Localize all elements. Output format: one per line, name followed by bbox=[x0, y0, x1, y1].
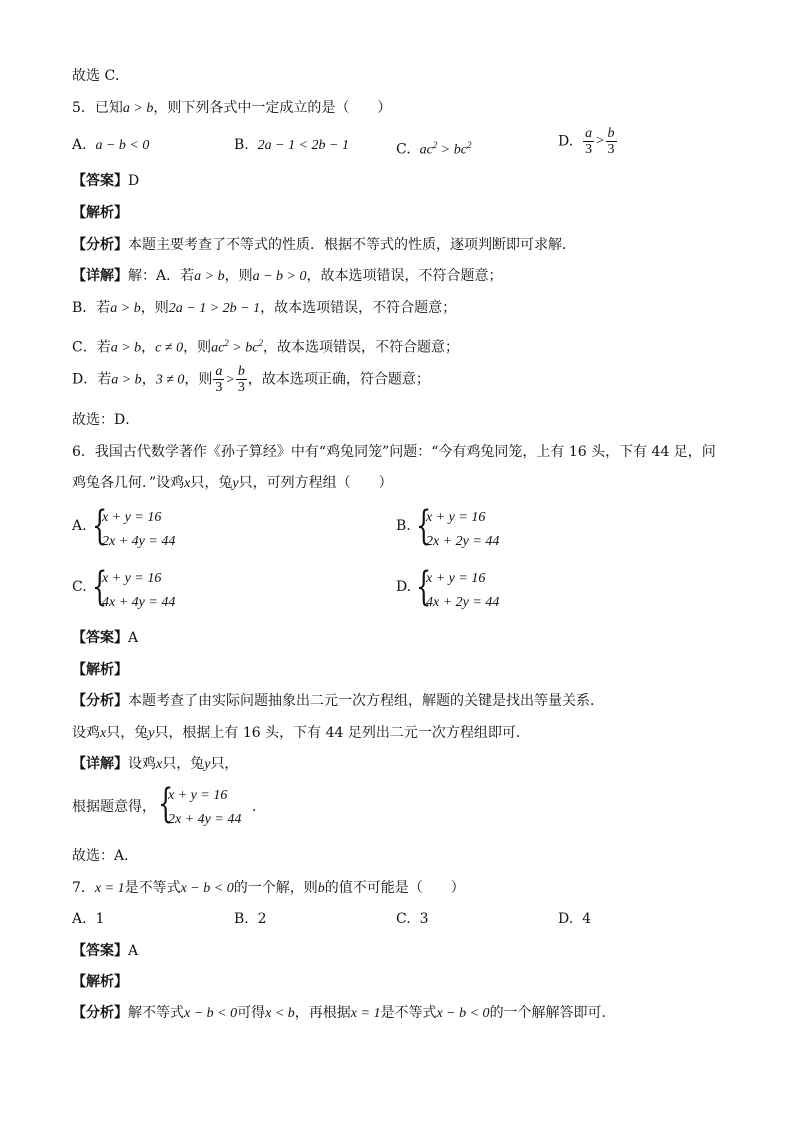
q7-fenxi bbox=[72, 1003, 616, 1024]
equation-system bbox=[102, 567, 175, 615]
math: x = 1 bbox=[350, 1006, 381, 1021]
text: 只，兔 bbox=[190, 475, 233, 491]
q5-xiangjie-4 bbox=[72, 364, 430, 396]
equation: x + y = 16 bbox=[168, 788, 228, 803]
q6-xiangjie-1 bbox=[72, 754, 238, 775]
xiangjie-tag: 【详解】 bbox=[72, 268, 128, 284]
q7-analysis-heading bbox=[72, 972, 128, 992]
text: 只，兔 bbox=[162, 756, 205, 772]
text: 只，可列方程组（ ） bbox=[238, 475, 393, 491]
q5-stem-text-2: ，则下列各式中一定成立的是（ ） bbox=[153, 100, 392, 116]
q7-option-b-label: B. bbox=[234, 911, 249, 927]
q5-option-d-label: D. bbox=[558, 133, 574, 150]
q5-stem-text: 5．已知 bbox=[72, 100, 123, 116]
q6-stem-1 bbox=[72, 442, 716, 462]
fenxi-tag: 【分析】 bbox=[72, 1005, 128, 1021]
math-exp: 2 bbox=[258, 338, 263, 348]
math: a > b bbox=[110, 340, 142, 356]
answer-tag: 【答案】 bbox=[72, 173, 128, 189]
text: 鸡兔各几何．”设鸡 bbox=[72, 475, 185, 491]
math: y bbox=[204, 757, 211, 772]
frac-denominator: 3 bbox=[607, 142, 615, 157]
q5-answer bbox=[72, 171, 139, 191]
q6-fenxi-2 bbox=[72, 723, 530, 744]
text: 的值不可能是（ ） bbox=[324, 880, 465, 896]
frac bbox=[236, 364, 247, 395]
q6-option-c-label: C. bbox=[72, 579, 87, 595]
text: ，故本选项正确，符合题意； bbox=[247, 371, 430, 388]
math: c ≠ 0 bbox=[155, 340, 184, 356]
math: x bbox=[156, 757, 163, 772]
frac bbox=[213, 364, 224, 395]
text: ， bbox=[141, 371, 156, 388]
frac-denominator: 3 bbox=[585, 142, 593, 157]
text: ，故本选项错误，不符合题意； bbox=[260, 300, 457, 316]
prev-conclusion bbox=[72, 66, 129, 86]
math: x = 1 bbox=[94, 881, 125, 896]
left-brace-icon: { bbox=[416, 564, 432, 610]
equation: x + y = 16 bbox=[102, 571, 162, 586]
q6-stem-text: 6．我国古代数学著作《孙子算经》中有“鸡兔同笼”问题：“今有鸡兔同笼，上有 16 头，下有 44 足，问 bbox=[72, 444, 716, 460]
q7-option-a-value: 1 bbox=[95, 911, 105, 927]
q6-stem-2 bbox=[72, 473, 393, 494]
q7-option-b-value: 2 bbox=[257, 911, 267, 927]
text: ，再根据 bbox=[294, 1005, 351, 1021]
text: 可得 bbox=[237, 1005, 266, 1021]
math: 2a − 1 > 2b − 1 bbox=[168, 301, 261, 316]
q5-option-c-expr-right: > bc bbox=[437, 142, 467, 158]
text: 只，兔 bbox=[106, 725, 149, 741]
q5-analysis-heading bbox=[72, 203, 128, 223]
q6-analysis-heading bbox=[72, 660, 128, 680]
frac-numerator: a bbox=[215, 364, 223, 379]
text: ，则 bbox=[184, 371, 213, 388]
equation: 2x + 4y = 44 bbox=[168, 812, 242, 827]
q5-stem-condition: a > b bbox=[122, 101, 154, 116]
q6-answer bbox=[72, 628, 138, 648]
q5-option-b-label: B. bbox=[234, 137, 249, 153]
text: 设鸡 bbox=[128, 756, 156, 772]
q5-option-d-frac-b bbox=[606, 126, 617, 157]
text: 只，根据上有 16 头，下有 44 足列出二元一次方程组即可． bbox=[154, 725, 530, 741]
q5-fenxi bbox=[72, 235, 576, 255]
q7-stem bbox=[72, 878, 465, 899]
q5-conclusion-text: 故选：D． bbox=[72, 412, 140, 428]
text: ，则 bbox=[140, 300, 169, 316]
math: x − b < 0 bbox=[436, 1006, 490, 1021]
q7-answer-value: A bbox=[128, 943, 139, 959]
equation: 2x + 2y = 44 bbox=[426, 534, 500, 549]
math: x − b < 0 bbox=[180, 881, 234, 896]
text: 根据题意得， bbox=[72, 799, 156, 815]
text: B．若 bbox=[72, 300, 111, 316]
q5-option-d-gt: > bbox=[595, 133, 605, 149]
q5-option-c-exp1: 2 bbox=[432, 140, 438, 150]
q6-conclusion bbox=[72, 846, 138, 866]
q5-option-c-expr-left: ac bbox=[419, 142, 433, 158]
q6-option-c bbox=[72, 564, 272, 617]
math: b bbox=[317, 881, 325, 896]
frac-numerator: b bbox=[237, 364, 245, 379]
equation: 4x + 2y = 44 bbox=[426, 595, 500, 610]
q6-option-a bbox=[72, 503, 272, 556]
q7-answer bbox=[72, 941, 138, 961]
q6-conclusion-text: 故选：A． bbox=[72, 848, 139, 864]
text: ，则 bbox=[224, 268, 253, 284]
analysis-tag: 【解析】 bbox=[72, 205, 128, 221]
q6-option-a-label: A. bbox=[72, 518, 87, 534]
equation: 4x + 4y = 44 bbox=[102, 595, 176, 610]
q5-xiangjie-1 bbox=[72, 266, 502, 287]
q7-option-d-label: D. bbox=[558, 911, 574, 927]
prev-conclusion-text: 故选 C． bbox=[72, 68, 130, 84]
math: x bbox=[184, 476, 191, 491]
math: > bc bbox=[228, 340, 259, 356]
equation-system bbox=[426, 506, 499, 554]
frac-denominator: 3 bbox=[215, 380, 223, 395]
text: D．若 bbox=[72, 371, 112, 388]
q6-fenxi-text: 本题考查了由实际问题抽象出二元一次方程组，解题的关键是找出等量关系． bbox=[128, 693, 604, 709]
q7-option-d-value: 4 bbox=[582, 911, 592, 927]
text: ． bbox=[252, 799, 266, 815]
frac-numerator: a bbox=[585, 126, 593, 141]
math: a > b bbox=[110, 301, 141, 316]
equation: x + y = 16 bbox=[102, 510, 162, 525]
q7-option-d bbox=[558, 909, 591, 929]
q5-option-c bbox=[396, 135, 471, 161]
xiangjie-tag: 【详解】 bbox=[72, 756, 128, 772]
text: 的一个解解答即可． bbox=[489, 1005, 616, 1021]
text: 解：A．若 bbox=[128, 268, 195, 284]
q5-option-a bbox=[72, 135, 149, 156]
fenxi-tag: 【分析】 bbox=[72, 693, 128, 709]
math: a > b bbox=[111, 372, 142, 388]
q5-option-a-expr: a − b < 0 bbox=[95, 138, 150, 153]
q5-fenxi-text: 本题主要考查了不等式的性质．根据不等式的性质，逐项判断即可求解． bbox=[128, 237, 576, 253]
equation: 2x + 4y = 44 bbox=[102, 534, 176, 549]
q5-xiangjie-3 bbox=[72, 333, 459, 359]
q6-option-b bbox=[396, 503, 596, 556]
q6-xiangjie-system bbox=[72, 781, 332, 834]
q6-fenxi bbox=[72, 691, 604, 711]
q7-option-c bbox=[396, 909, 429, 929]
text: ， bbox=[141, 339, 156, 356]
math: ac bbox=[211, 340, 225, 356]
math: x bbox=[100, 726, 107, 741]
frac-denominator: 3 bbox=[237, 380, 245, 395]
q5-option-d-frac-a bbox=[583, 126, 594, 157]
text: ，故本选项错误，不符合题意； bbox=[306, 268, 503, 284]
q6-answer-value: A bbox=[128, 630, 139, 646]
q5-option-c-exp2: 2 bbox=[466, 140, 472, 150]
text: 的一个解，则 bbox=[233, 880, 318, 896]
q5-stem bbox=[72, 98, 391, 119]
q6-option-b-label: B. bbox=[396, 518, 411, 534]
equation-system bbox=[102, 506, 175, 554]
text: 7． bbox=[72, 880, 95, 896]
text: C．若 bbox=[72, 339, 111, 356]
text: 是不等式 bbox=[380, 1005, 437, 1021]
q7-option-c-value: 3 bbox=[419, 911, 429, 927]
text: 是不等式 bbox=[124, 880, 181, 896]
analysis-tag: 【解析】 bbox=[72, 662, 128, 678]
math: y bbox=[232, 476, 239, 491]
left-brace-icon: { bbox=[158, 781, 174, 827]
equation: x + y = 16 bbox=[426, 510, 486, 525]
q6-option-d-label: D. bbox=[396, 579, 412, 595]
q7-option-b bbox=[234, 909, 267, 929]
math: a > b bbox=[194, 269, 225, 284]
q5-option-c-label: C. bbox=[396, 141, 411, 158]
equation-system bbox=[168, 784, 241, 832]
math: x − b < 0 bbox=[184, 1006, 238, 1021]
math: > bbox=[225, 372, 235, 388]
left-brace-icon: { bbox=[92, 503, 108, 549]
fenxi-tag: 【分析】 bbox=[72, 237, 128, 253]
math-exp: 2 bbox=[224, 338, 229, 348]
q5-option-a-label: A. bbox=[72, 137, 87, 153]
q5-answer-value: D bbox=[128, 173, 140, 189]
text: ，故本选项错误，不符合题意； bbox=[262, 339, 459, 356]
q5-option-b-expr: 2a − 1 < 2b − 1 bbox=[257, 138, 349, 153]
q6-option-d bbox=[396, 564, 596, 617]
answer-tag: 【答案】 bbox=[72, 943, 128, 959]
frac-numerator: b bbox=[607, 126, 615, 141]
text: 只， bbox=[210, 756, 239, 772]
equation-system bbox=[426, 567, 499, 615]
math: y bbox=[148, 726, 155, 741]
text: 解不等式 bbox=[128, 1005, 184, 1021]
left-brace-icon: { bbox=[416, 503, 432, 549]
q7-option-a bbox=[72, 909, 104, 929]
text: 设鸡 bbox=[72, 725, 100, 741]
q7-option-a-label: A. bbox=[72, 911, 87, 927]
q5-option-b bbox=[234, 135, 349, 156]
left-brace-icon: { bbox=[92, 564, 108, 610]
q5-xiangjie-2 bbox=[72, 298, 456, 319]
answer-tag: 【答案】 bbox=[72, 630, 128, 646]
q5-option-d bbox=[558, 126, 618, 157]
equation: x + y = 16 bbox=[426, 571, 486, 586]
q5-conclusion bbox=[72, 410, 139, 430]
math: x < b bbox=[265, 1006, 295, 1021]
q7-option-c-label: C. bbox=[396, 911, 411, 927]
math: a − b > 0 bbox=[252, 269, 307, 284]
text: ，则 bbox=[183, 339, 212, 356]
math: 3 ≠ 0 bbox=[155, 372, 185, 388]
analysis-tag: 【解析】 bbox=[72, 974, 128, 990]
